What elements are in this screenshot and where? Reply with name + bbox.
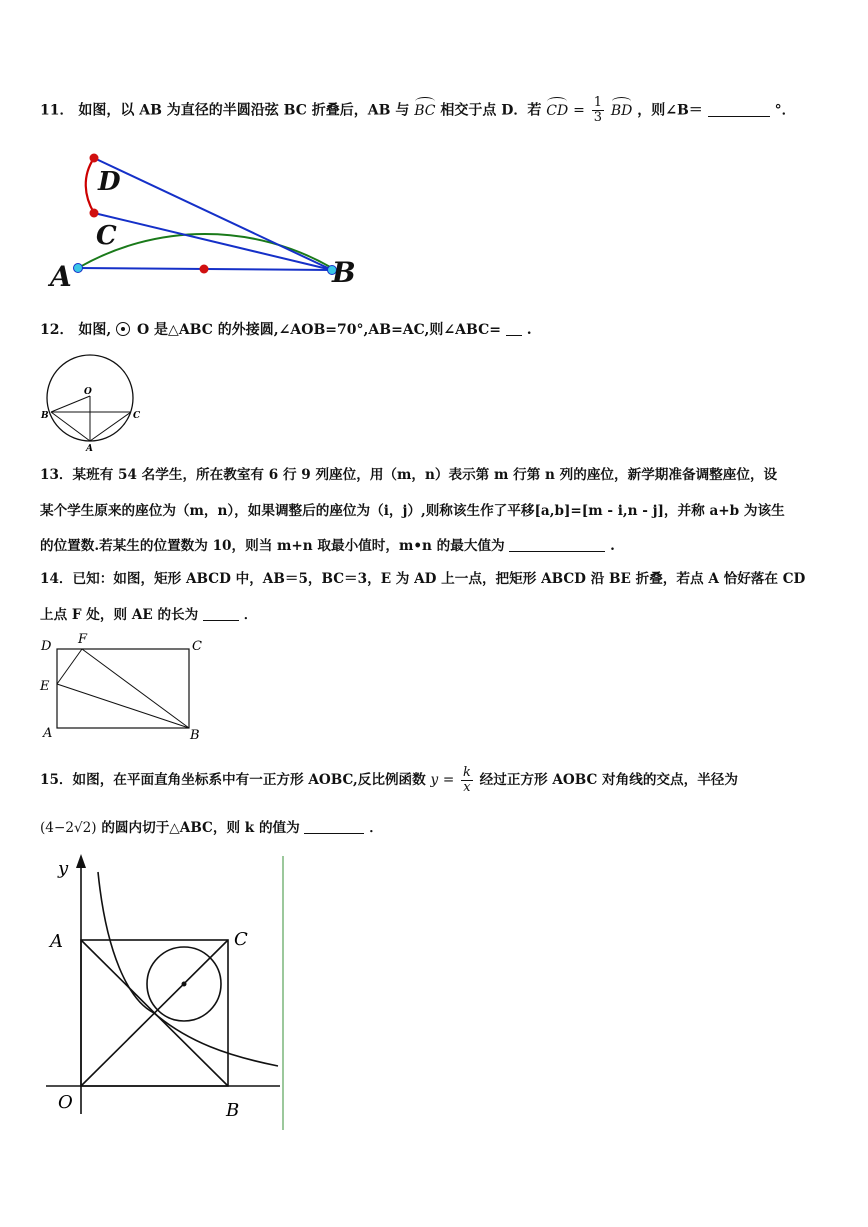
rectangle-abcd: [57, 649, 189, 728]
answer-blank[interactable]: [509, 537, 605, 552]
q15-line-2a: (4−2√2): [40, 820, 97, 836]
point-midpoint: [200, 265, 209, 274]
q11-text-d: °．: [774, 102, 796, 119]
label-d: D: [41, 639, 52, 654]
question-15-line-2: [40, 818, 383, 838]
fraction-denominator: 3: [593, 110, 602, 125]
arc-cd: CD: [546, 97, 568, 121]
q11-number: 11．: [40, 102, 74, 119]
q13-line-2: 某个学生原来的座位为（m，n），如果调整后的座位为（i，j）,则称该生作了平移[a,b]=[m - i,n - j]，并称 a+b 为该生: [40, 503, 785, 519]
q15-line-2b: 的圆内切于△ABC，则 k 的值为: [101, 820, 300, 836]
q15-line-1b: 经过正方形 AOBC 对角线的交点，半径为: [479, 772, 738, 788]
question-14: [40, 569, 805, 589]
label-c: C: [234, 929, 248, 950]
label-d: D: [98, 167, 121, 197]
question-13: [40, 465, 777, 485]
question-13-line-3: [40, 536, 615, 556]
q14-line-2a: 上点 F 处，则 AE 的长为: [40, 607, 199, 623]
label-b: B: [41, 411, 49, 421]
label-a: A: [50, 260, 72, 293]
question-11: [40, 96, 796, 125]
q12-text-c: .: [526, 322, 532, 338]
question-12: [40, 320, 532, 340]
q13-line-3a: 的位置数.若某生的位置数为 10，则当 m+n 取最小值时，m•n 的最大值为: [40, 538, 505, 554]
point-c: [90, 209, 99, 218]
q12-text-b: O 是△ABC 的外接圆,∠AOB=70°,AB=AC,则∠ABC=: [136, 322, 501, 338]
point-d: [90, 154, 99, 163]
label-c: C: [133, 411, 141, 421]
answer-blank[interactable]: [708, 102, 770, 117]
line-ob: [51, 396, 90, 412]
q14-line-2b: ．: [243, 607, 258, 623]
label-a: A: [50, 931, 63, 952]
fraction-k-over-x: [461, 766, 473, 795]
fraction-numerator: 1: [593, 95, 602, 110]
label-a: A: [86, 444, 93, 452]
q11-text-c: ，则∠B＝: [637, 102, 703, 119]
q12-number: 12．: [40, 322, 74, 338]
q14-line-1: 14．已知：如图，矩形 ABCD 中，AB＝5，BC＝3，E 为 AD 上一点，把矩形 ABCD 沿 BE 折叠，若点 A 恰好落在 CD: [40, 571, 806, 587]
q14-figure: [38, 630, 214, 744]
label-f: F: [78, 632, 88, 647]
q15-figure: [38, 852, 288, 1132]
q13-line-1: 13．某班有 54 名学生，所在教室有 6 行 9 列座位，用（m，n）表示第 m 行第 n 列的座位，新学期准备调整座位，设: [40, 467, 778, 483]
question-14-line-2: [40, 605, 257, 625]
point-a: [74, 264, 83, 273]
label-c: C: [192, 639, 202, 654]
arc-bc: BC: [414, 97, 435, 121]
label-o: O: [84, 387, 92, 397]
hyperbola: [98, 872, 278, 1066]
line-ac: [90, 412, 131, 441]
answer-blank[interactable]: [304, 819, 364, 834]
q11-text-a: 如图，以 AB 为直径的半圆沿弦 BC 折叠后，AB 与: [78, 102, 410, 119]
question-15: [40, 766, 738, 795]
label-b: B: [190, 728, 200, 743]
q11-figure: [46, 136, 366, 294]
label-b: B: [226, 1100, 240, 1121]
answer-blank[interactable]: [203, 606, 239, 621]
incircle-center: [182, 982, 187, 987]
q15-line-1a: 15．如图，在平面直角坐标系中有一正方形 AOBC,反比例函数: [40, 772, 426, 788]
label-b: B: [332, 256, 356, 289]
folded-arc: [86, 158, 94, 213]
fraction-k: k: [463, 765, 471, 780]
line-db: [94, 158, 332, 270]
q12-text-a: 如图,: [78, 322, 112, 338]
line-cb: [94, 213, 332, 270]
fraction-one-third: [592, 96, 604, 125]
q11-text-b: 相交于点 D．若: [440, 102, 542, 119]
fraction-x: x: [463, 780, 471, 795]
line-fb: [82, 649, 189, 728]
label-c: C: [96, 221, 117, 251]
question-13-line-2: [40, 501, 785, 521]
label-y: y: [58, 858, 69, 879]
line-eb: [57, 684, 189, 728]
q15-y: y: [430, 772, 439, 788]
q12-figure: [38, 352, 146, 452]
label-o: O: [58, 1092, 73, 1113]
q15-line-2c: ．: [369, 820, 383, 836]
label-e: E: [40, 679, 50, 694]
q11-eq: =: [573, 102, 585, 119]
q13-line-3b: .: [610, 538, 615, 554]
answer-blank[interactable]: [506, 321, 522, 336]
label-a: A: [43, 726, 53, 741]
line-ef: [57, 649, 82, 684]
y-axis-arrow-icon: [76, 854, 86, 868]
q15-eq: =: [442, 772, 455, 788]
circle-dot-icon: [116, 322, 130, 336]
arc-bd: BD: [611, 97, 633, 121]
